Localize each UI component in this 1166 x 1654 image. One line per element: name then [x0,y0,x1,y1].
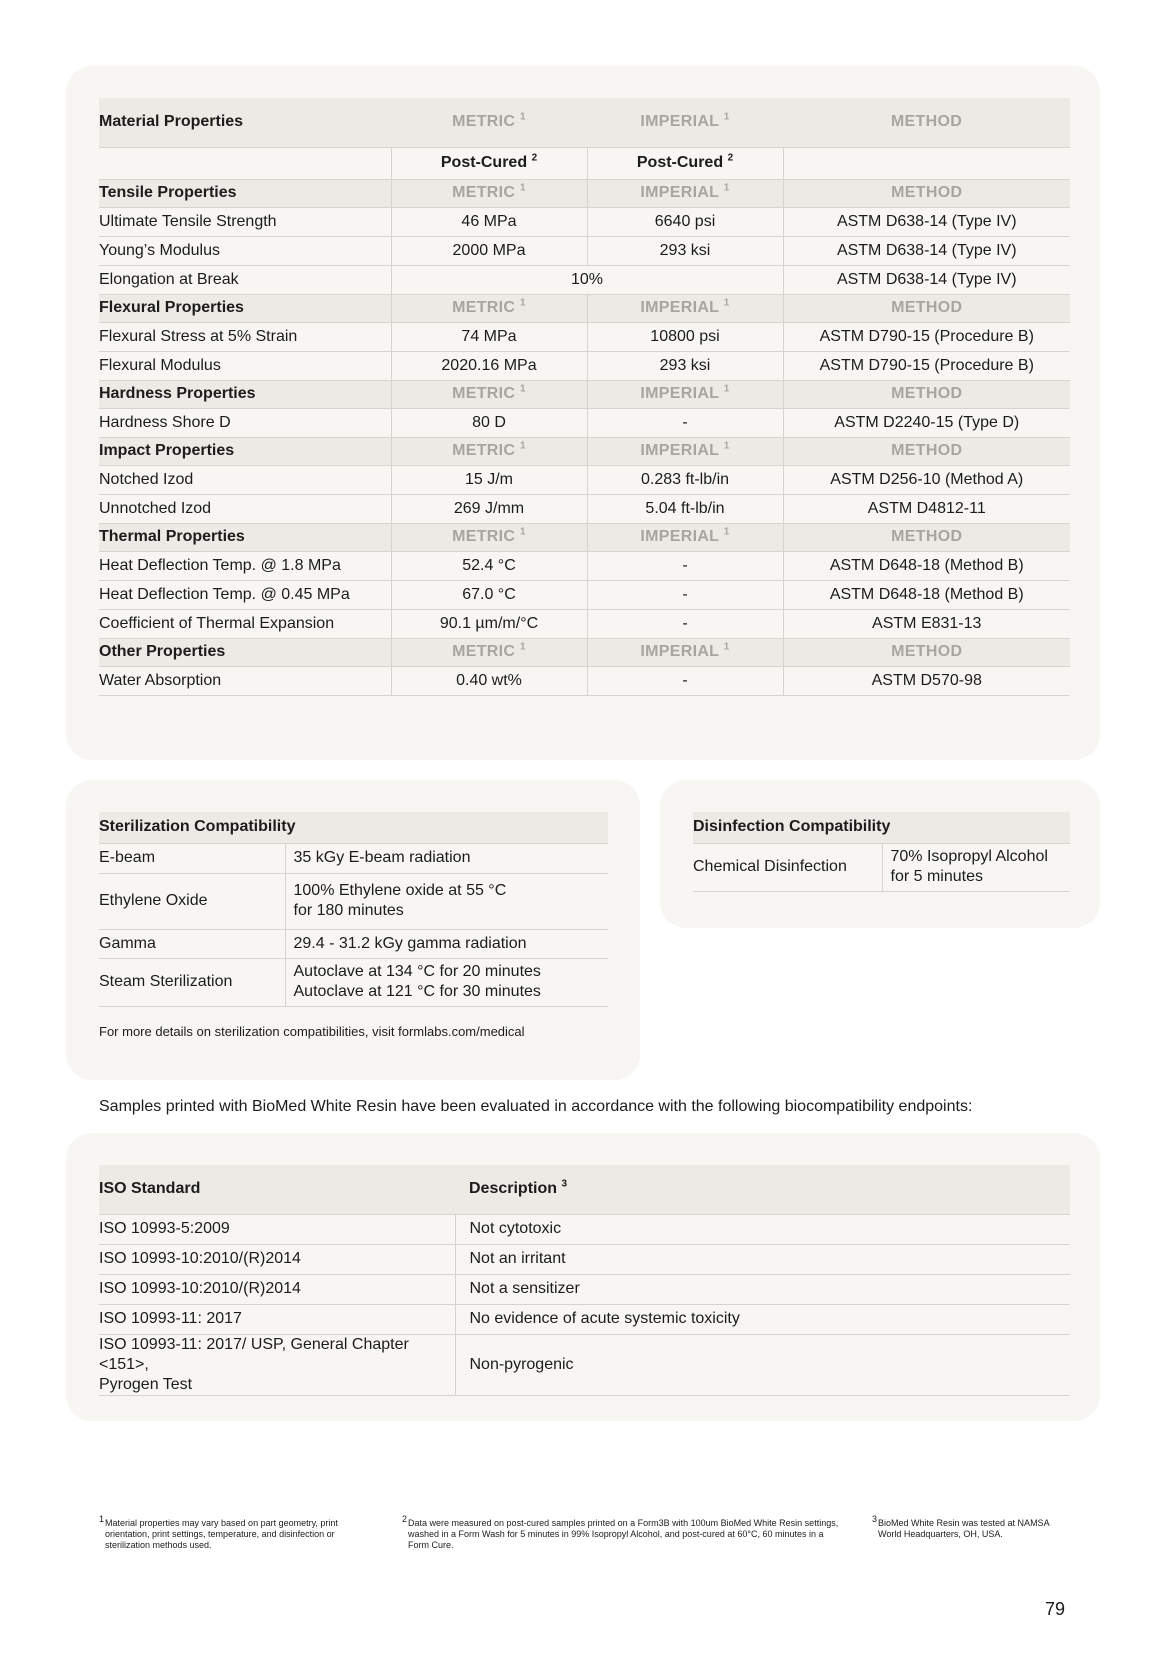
sterilization-method: E-beam [99,843,285,873]
table-row [99,408,1070,437]
table-row [99,929,608,958]
imperial-label: IMPERIAL $^1$ [587,437,783,465]
section-name: Thermal Properties [99,523,391,551]
table-row [99,580,1070,609]
footnote-text: Data were measured on post-cured samples printed on a Form3B with 100um BioMed White Resin settings, washed in a Form Wash for 5 minutes in 99% Isopropyl Alcohol, and post-cured at 60°C, 60 minutes in a Form Cure. [408,1518,839,1550]
section-header-row [99,638,1070,666]
metric-value: 74 MPa [391,322,587,351]
iso-description: Not a sensitizer [455,1274,1070,1304]
value-line: Autoclave at 134 °C for 20 minutes [293,963,541,980]
value-line: ISO 10993-11: 2017 [99,1310,242,1327]
table-row [99,1334,1070,1395]
metric-value: 15 J/m [391,465,587,494]
sterilization-detail [285,873,608,929]
iso-description: No evidence of acute systemic toxicity [455,1304,1070,1334]
table-row [693,843,1070,891]
iso-standard [99,1244,455,1274]
value-line: 70% Isopropyl Alcohol [890,848,1048,865]
disinfection-card [660,780,1100,928]
value-line: for 180 minutes [293,902,404,919]
imperial-label: IMPERIAL $^1$ [587,380,783,408]
metric-value: 46 MPa [391,207,587,236]
imperial-label: IMPERIAL $^1$ [587,179,783,207]
property-name: Young’s Modulus [99,236,391,265]
imperial-value: - [587,609,783,638]
imperial-value: 293 ksi [587,351,783,380]
value-line: 29.4 - 31.2 kGy gamma radiation [293,934,527,952]
metric-value: 2000 MPa [391,236,587,265]
section-header-row [99,380,1070,408]
method-value: ASTM D790-15 (Procedure B) [783,351,1070,380]
metric-value: 67.0 °C [391,580,587,609]
property-name: Flexural Stress at 5% Strain [99,322,391,351]
section-name: Other Properties [99,638,391,666]
iso-standard-header: ISO Standard [99,1165,455,1214]
table-row [99,265,1070,294]
metric-label: METRIC $^1$ [391,523,587,551]
method-value: ASTM D638-14 (Type IV) [783,207,1070,236]
sterilization-card [66,780,640,1080]
method-value: ASTM D648-18 (Method B) [783,580,1070,609]
imperial-label: IMPERIAL $^1$ [587,638,783,666]
sterilization-header-row [99,812,608,843]
disinfection-heading: Disinfection Compatibility [693,812,1070,843]
property-name: Heat Deflection Temp. @ 1.8 MPa [99,551,391,580]
sterilization-method: Ethylene Oxide [99,873,285,929]
metric-value: 0.40 wt% [391,666,587,695]
iso-standard [99,1214,455,1244]
method-label: METHOD [783,638,1070,666]
metric-label: METRIC $^1$ [391,294,587,322]
disinfection-method: Chemical Disinfection [693,843,882,891]
property-name: Unnotched Izod [99,494,391,523]
property-name: Notched Izod [99,465,391,494]
disinfection-table [693,812,1070,892]
imperial-value: - [587,408,783,437]
property-name: Coefficient of Thermal Expansion [99,609,391,638]
value-line: Autoclave at 121 °C for 30 minutes [293,983,541,1000]
table-row [99,551,1070,580]
table-header-row [99,98,1070,147]
footnote-number: 2 [402,1514,408,1524]
imperial-value: - [587,580,783,609]
table-row [99,1244,1070,1274]
post-cured-metric-label: Post-Cured $^2$ [391,147,587,179]
table-row [99,207,1070,236]
merged-value: 10% [391,265,783,294]
table-row [99,494,1070,523]
biocompatibility-header-row [99,1165,1070,1214]
biocompatibility-intro: Samples printed with BioMed White Resin have been evaluated in accordance with the following biocompatibility endpoints: [99,1098,973,1115]
footnote-text: Material properties may vary based on part geometry, print orientation, print settings, temperature, and disinfection or sterilization methods used. [105,1518,338,1550]
table-row [99,351,1070,380]
method-value: ASTM D570-98 [783,666,1070,695]
property-name: Hardness Shore D [99,408,391,437]
method-value: ASTM D256-10 (Method A) [783,465,1070,494]
table-row [99,873,608,929]
section-name: Impact Properties [99,437,391,465]
sterilization-detail [285,843,608,873]
value-line: ISO 10993-5:2009 [99,1220,230,1237]
imperial-value: 0.283 ft-lb/in [587,465,783,494]
method-column-header: METHOD [783,98,1070,147]
method-value: ASTM E831-13 [783,609,1070,638]
method-value: ASTM D648-18 (Method B) [783,551,1070,580]
value-line: 100% Ethylene oxide at 55 °C [293,882,507,899]
method-label: METHOD [783,380,1070,408]
imperial-column-header: IMPERIAL $^1$ [587,98,783,147]
value-line: for 5 minutes [890,868,983,885]
post-cured-row [99,147,1070,179]
metric-value: 52.4 °C [391,551,587,580]
biocompatibility-card [66,1133,1100,1421]
table-row [99,1214,1070,1244]
table-row [99,843,608,873]
table-row [99,322,1070,351]
method-value: ASTM D638-14 (Type IV) [783,265,1070,294]
value-line: ISO 10993-11: 2017/ USP, General Chapter <151>, [99,1335,409,1373]
sterilization-method: Steam Sterilization [99,958,285,1006]
property-name: Elongation at Break [99,265,391,294]
method-label: METHOD [783,437,1070,465]
metric-value: 269 J/mm [391,494,587,523]
iso-description: Not cytotoxic [455,1214,1070,1244]
metric-value: 90.1 µm/m/°C [391,609,587,638]
sterilization-detail [285,929,608,958]
footnote-2 [402,1514,842,1551]
footnote-text: BioMed White Resin was tested at NAMSA World Headquarters, OH, USA. [878,1518,1050,1539]
sterilization-detail [285,958,608,1006]
sterilization-method: Gamma [99,929,285,958]
section-header-row [99,523,1070,551]
section-header-row [99,437,1070,465]
table-row [99,1304,1070,1334]
iso-standard [99,1334,455,1395]
imperial-value: 293 ksi [587,236,783,265]
value-line: Pyrogen Test [99,1375,193,1393]
material-properties-heading: Material Properties [99,98,391,147]
method-value: ASTM D2240-15 (Type D) [783,408,1070,437]
section-name: Tensile Properties [99,179,391,207]
footnote-number: 3 [872,1514,878,1524]
metric-label: METRIC $^1$ [391,437,587,465]
iso-standard [99,1274,455,1304]
property-name: Flexural Modulus [99,351,391,380]
table-row [99,236,1070,265]
metric-label: METRIC $^1$ [391,380,587,408]
method-value: ASTM D790-15 (Procedure B) [783,322,1070,351]
property-name: Heat Deflection Temp. @ 0.45 MPa [99,580,391,609]
table-row [99,465,1070,494]
disinfection-header-row [693,812,1070,843]
iso-description: Not an irritant [455,1244,1070,1274]
imperial-value: 10800 psi [587,322,783,351]
method-label: METHOD [783,179,1070,207]
metric-value: 80 D [391,408,587,437]
page-number: 79 [1045,1599,1066,1619]
table-row [99,609,1070,638]
metric-column-header: METRIC $^1$ [391,98,587,147]
table-row [99,958,608,1006]
metric-label: METRIC $^1$ [391,638,587,666]
description-header: Description $^3$ [455,1165,1070,1214]
method-label: METHOD [783,294,1070,322]
table-row [99,1274,1070,1304]
section-header-row [99,179,1070,207]
property-name: Ultimate Tensile Strength [99,207,391,236]
method-value: ASTM D4812-11 [783,494,1070,523]
table-row [99,666,1070,695]
sterilization-table [99,812,608,1007]
imperial-value: 6640 psi [587,207,783,236]
footnote-1 [99,1514,369,1551]
iso-standard [99,1304,455,1334]
material-properties-card [66,66,1100,760]
value-line: ISO 10993-10:2010/(R)2014 [99,1250,301,1267]
footnote-3 [872,1514,1072,1540]
disinfection-detail [882,843,1070,891]
imperial-label: IMPERIAL $^1$ [587,294,783,322]
property-name: Water Absorption [99,666,391,695]
method-value: ASTM D638-14 (Type IV) [783,236,1070,265]
method-label: METHOD [783,523,1070,551]
section-name: Flexural Properties [99,294,391,322]
biocompatibility-table [99,1165,1070,1396]
sterilization-note: For more details on sterilization compatibilities, visit formlabs.com/medical [99,1024,525,1039]
metric-label: METRIC $^1$ [391,179,587,207]
material-properties-table [99,98,1070,696]
footnote-number: 1 [99,1514,105,1524]
imperial-value: 5.04 ft-lb/in [587,494,783,523]
value-line: ISO 10993-10:2010/(R)2014 [99,1280,301,1297]
value-line: 35 kGy E-beam radiation [293,849,471,866]
sterilization-heading: Sterilization Compatibility [99,812,608,843]
metric-value: 2020.16 MPa [391,351,587,380]
imperial-value: - [587,551,783,580]
iso-description: Non-pyrogenic [455,1334,1070,1395]
section-name: Hardness Properties [99,380,391,408]
imperial-value: - [587,666,783,695]
section-header-row [99,294,1070,322]
imperial-label: IMPERIAL $^1$ [587,523,783,551]
post-cured-imperial-label: Post-Cured $^2$ [587,147,783,179]
